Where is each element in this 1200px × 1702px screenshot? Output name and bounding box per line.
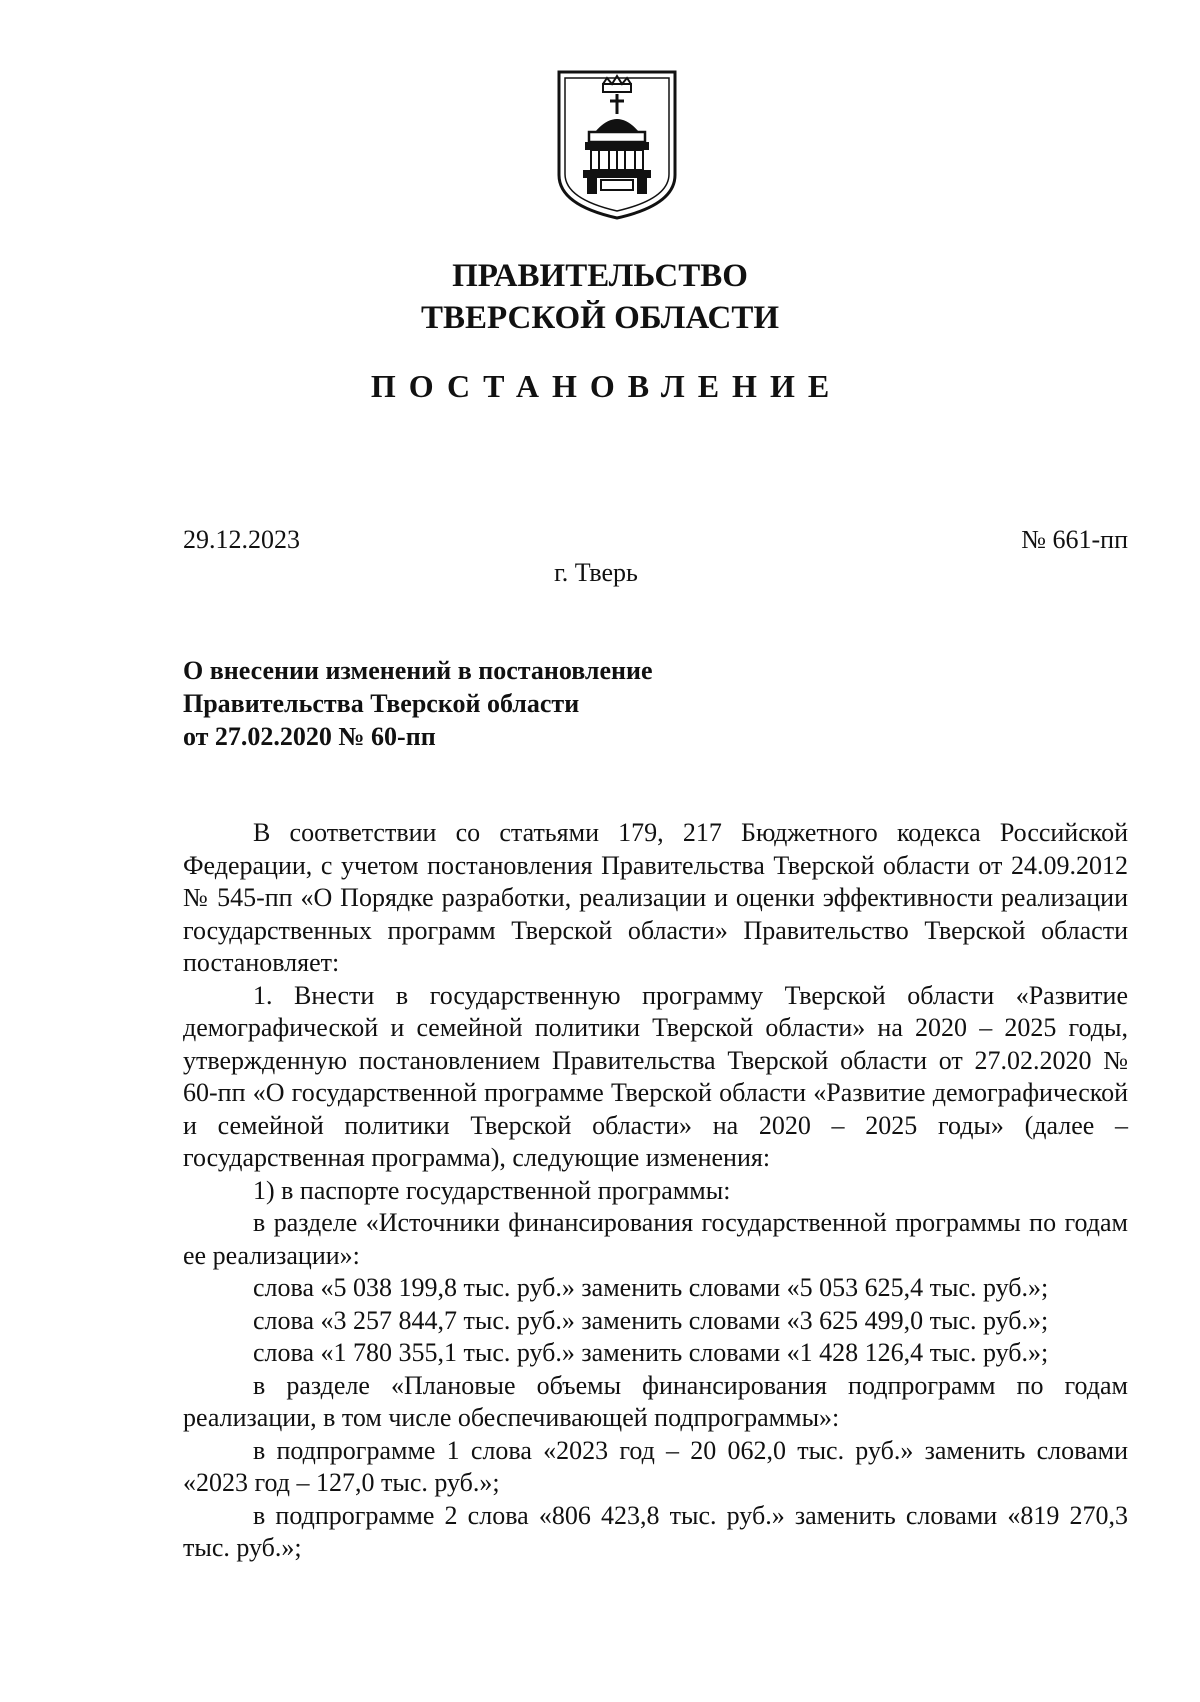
document-body [183, 817, 1128, 1565]
tver-coat-of-arms-icon [557, 70, 677, 220]
body-paragraph: слова «1 780 355,1 тыс. руб.» заменить словами «1 428 126,4 тыс. руб.»; [253, 1338, 1049, 1367]
document-number: № 661-пп [1021, 525, 1128, 554]
body-paragraph: в разделе «Плановые объемы финансирования подпрограмм по годам реализации, в том числе обеспечивающей подпрограммы»: [183, 1370, 1128, 1432]
document-title-line-1: О внесении изменений в постановление [183, 656, 653, 685]
document-city-text: г. Тверь [554, 558, 638, 587]
document-title [183, 654, 653, 753]
body-paragraph: 1. Внести в государственную программу Тверской области «Развитие демографической и семейной политики Тверской области» на 2020 – 2025 годы, утвержденную постановлением Правительства Тверской области от 27.02.2020 № 60-пп «О государственной программе Тверской области «Развитие демографической и семейной политики Тверской области» на 2020 – 2025 годы» (далее – государственная программа), следующие изменения: [183, 980, 1128, 1172]
body-paragraph: слова «5 038 199,8 тыс. руб.» заменить словами «5 053 625,4 тыс. руб.»; [253, 1273, 1049, 1302]
body-paragraph: 1) в паспорте государственной программы: [253, 1175, 731, 1205]
body-paragraph: в подпрограмме 2 слова «806 423,8 тыс. руб.» заменить словами «819 270,3 тыс. руб.»; [183, 1500, 1128, 1562]
document-title-line-2: Правительства Тверской области [183, 689, 580, 718]
document-type: ПОСТАНОВЛЕНИЕ [370, 368, 843, 404]
body-paragraph: В соответствии со статьями 179, 217 Бюджетного кодекса Российской Федерации, с учетом постановления Правительства Тверской области от 24.09.2012 № 545-пп «О Порядке разработки, реализации и оценки эффективности реализации государственных программ Тверской области» Правительство Тверской области постановляет: [183, 818, 1128, 977]
document-title-line-3: от 27.02.2020 № 60-пп [183, 722, 436, 751]
organization-name-line-2: ТВЕРСКОЙ ОБЛАСТИ [420, 300, 780, 336]
document-date: 29.12.2023 [183, 525, 300, 554]
organization-name-line-1: ПРАВИТЕЛЬСТВО [452, 258, 748, 294]
organization-name [0, 255, 1200, 339]
body-paragraph: слова «3 257 844,7 тыс. руб.» заменить словами «3 625 499,0 тыс. руб.»; [253, 1305, 1049, 1335]
body-paragraph: в подпрограмме 1 слова «2023 год – 20 062,0 тыс. руб.» заменить словами «2023 год – 127,0 тыс. руб.»; [183, 1435, 1128, 1497]
document-city [0, 558, 1200, 588]
body-paragraph: в разделе «Источники финансирования государственной программы по годам ее реализации»: [183, 1208, 1128, 1270]
